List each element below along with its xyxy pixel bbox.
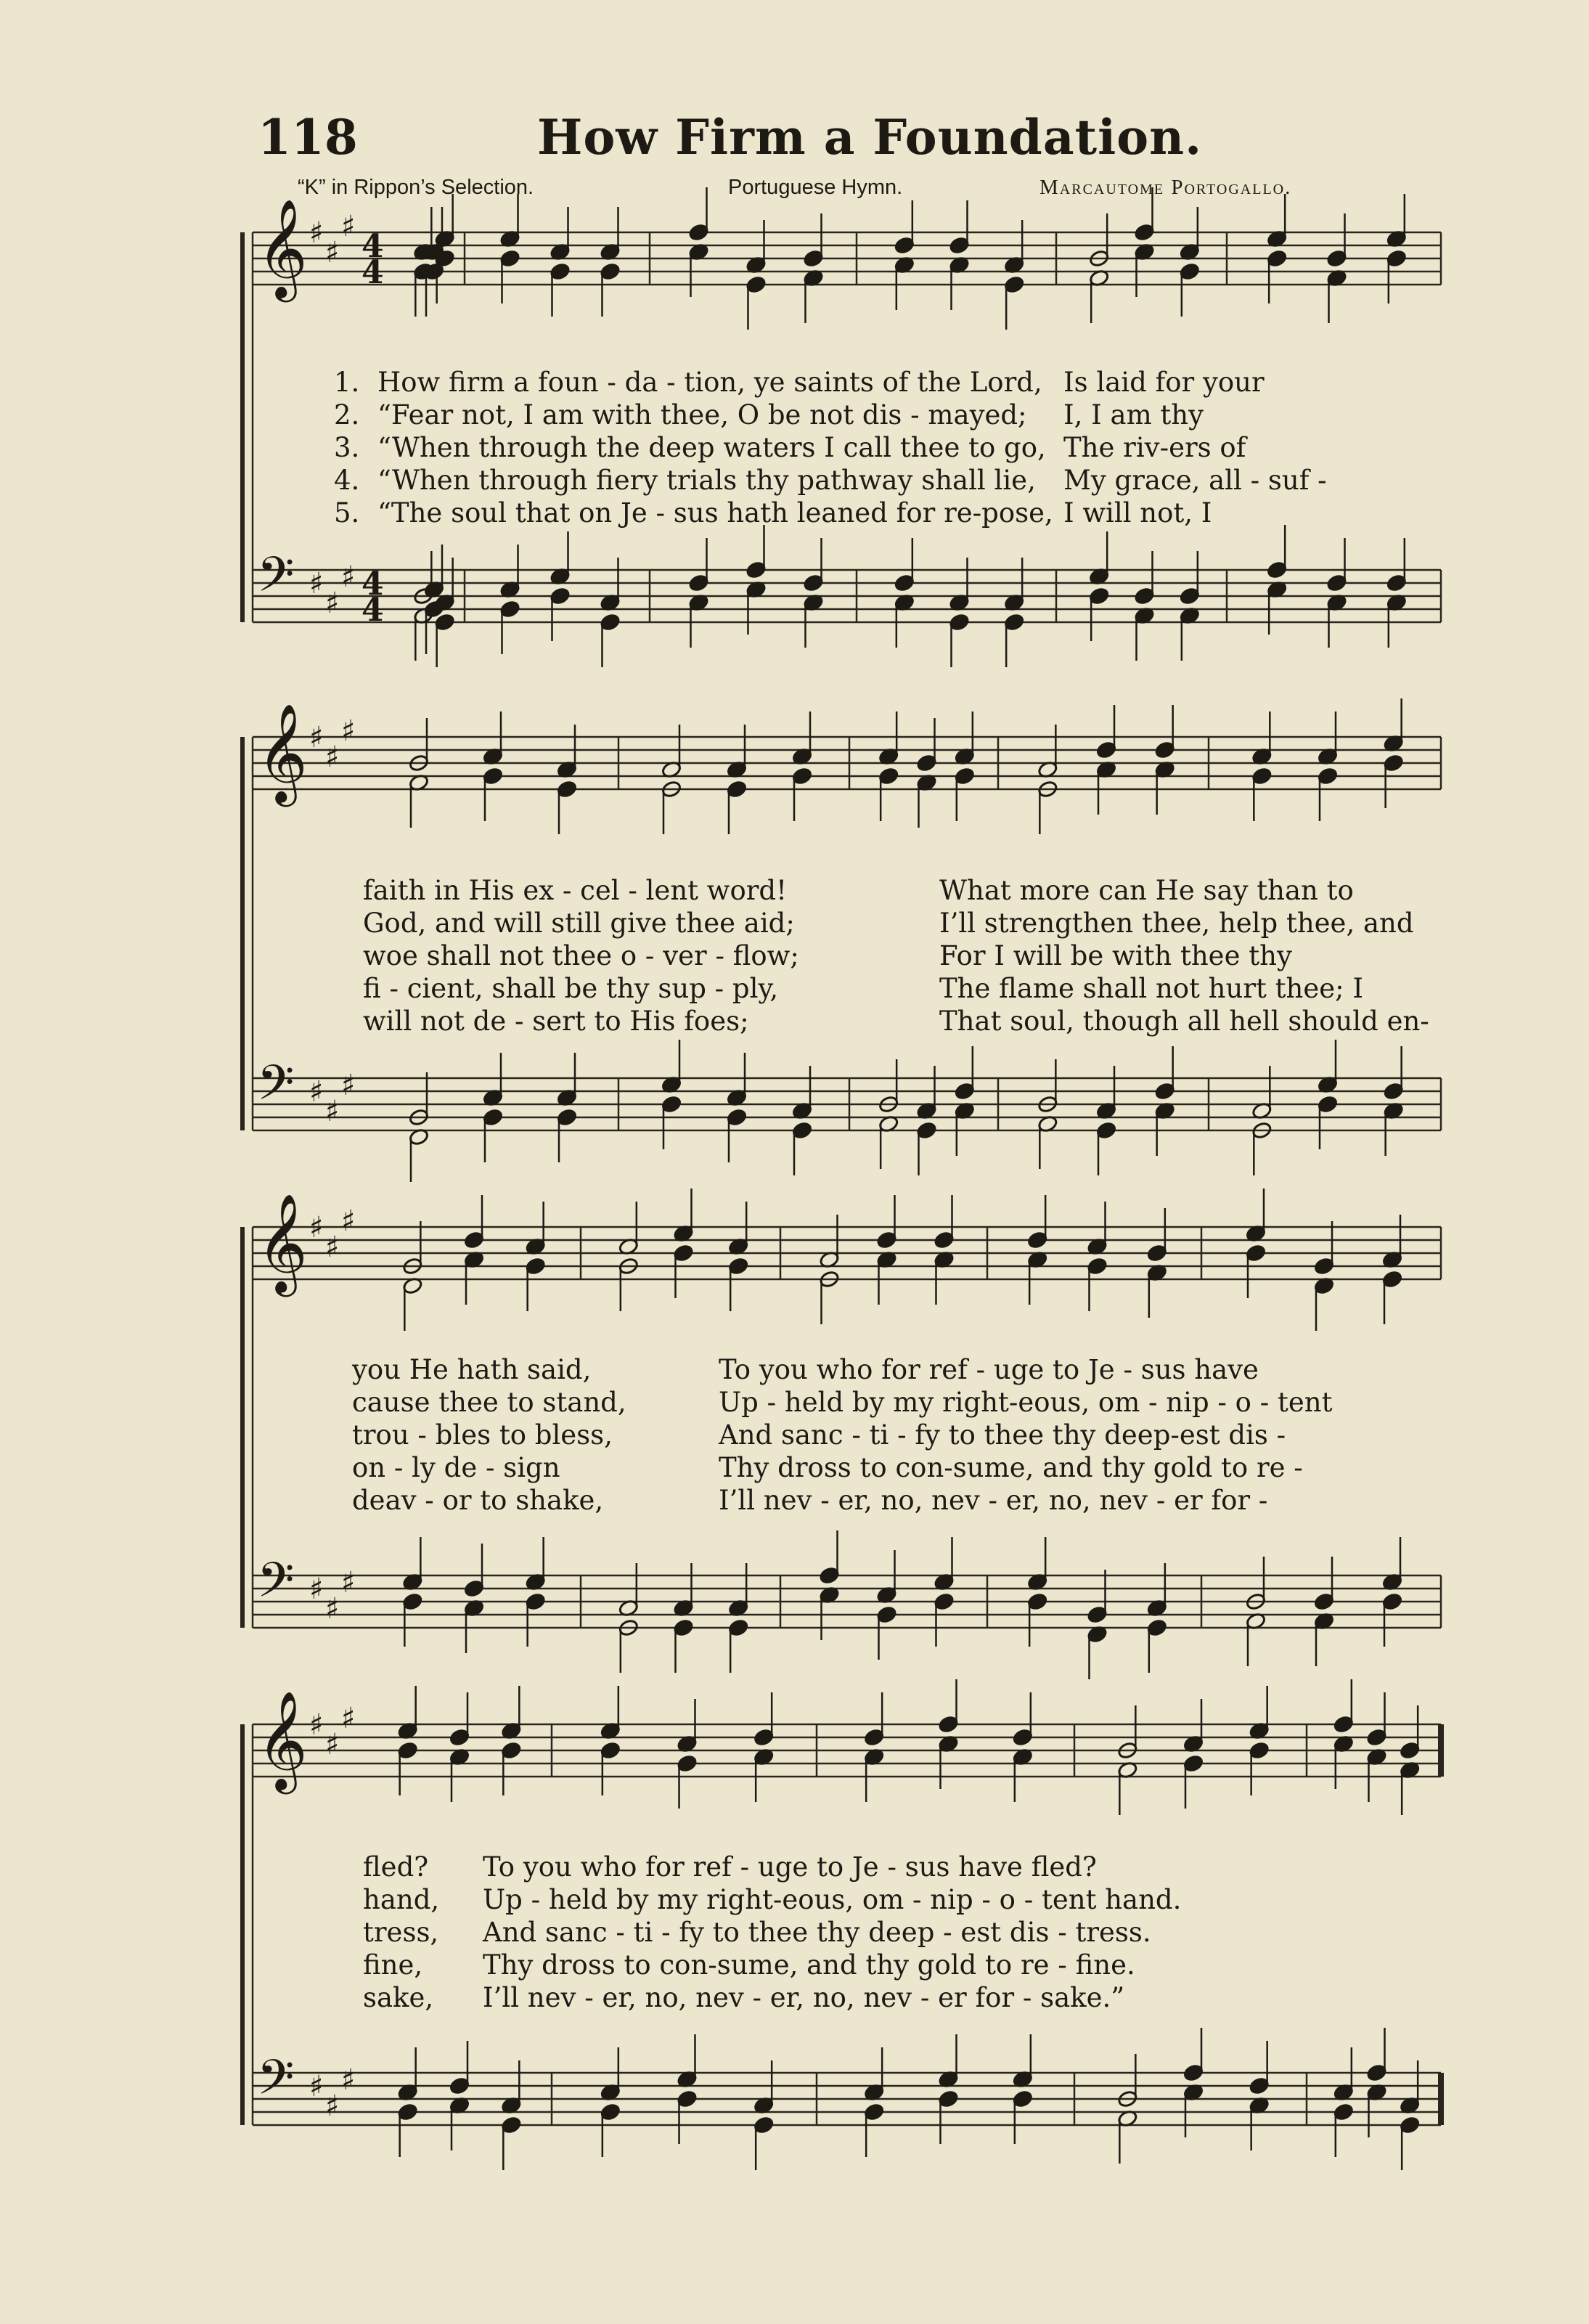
verse-number: 2. — [334, 399, 360, 431]
lyric-segment: sake, — [363, 1982, 434, 2013]
lyric-segment: How firm a foun - da - tion, ye saints of the Lord, — [377, 367, 1042, 398]
sharp-icon: ♯ — [309, 567, 324, 600]
sharp-icon: ♯ — [341, 1566, 356, 1599]
lyric-line — [0, 1006, 1589, 1039]
lyric-line — [0, 940, 1589, 974]
sharp-icon: ♯ — [325, 236, 340, 269]
attribution-text-source: “K” in Rippon’s Selection. — [298, 176, 534, 199]
sharp-icon: ♯ — [341, 1069, 356, 1102]
treble-staff — [253, 187, 1441, 330]
lyric-segment: trou - bles to bless, — [352, 1419, 613, 1451]
lyric-line — [0, 1917, 1589, 1950]
lyric-segment: The flame shall not hurt thee; I — [939, 973, 1363, 1004]
treble-clef-icon: 𝄞 — [257, 1689, 308, 1790]
treble-clef-icon: 𝄞 — [257, 197, 308, 298]
lyric-segment: fine, — [363, 1949, 423, 1981]
treble-clef-icon: 𝄞 — [257, 702, 308, 802]
verse-number: 3. — [334, 432, 360, 463]
sharp-icon: ♯ — [309, 1573, 324, 1606]
lyric-line — [0, 1949, 1589, 1983]
lyric-segment: I’ll nev - er, no, nev - er, no, nev - er for - — [719, 1485, 1268, 1516]
sharp-icon: ♯ — [309, 216, 324, 250]
verse-number: 4. — [334, 465, 360, 496]
sharp-icon: ♯ — [341, 210, 356, 243]
bass-staff — [253, 1040, 1441, 1182]
lyric-line — [0, 1485, 1589, 1518]
lyric-segment: “The soul that on Je - sus hath leaned for re-pose, — [377, 497, 1053, 529]
sharp-icon: ♯ — [309, 721, 324, 754]
sharp-icon: ♯ — [341, 560, 356, 594]
lyric-segment: tress, — [363, 1917, 439, 1948]
lyric-line — [0, 1452, 1589, 1485]
lyric-segment: Is laid for your — [1063, 367, 1265, 398]
lyric-segment: My grace, all - suf - — [1063, 465, 1327, 496]
page-number: 118 — [258, 109, 358, 166]
lyric-line — [0, 1354, 1589, 1387]
sharp-icon: ♯ — [309, 1075, 324, 1109]
lyric-segment: cause thee to stand, — [352, 1387, 626, 1418]
lyric-line — [0, 399, 1589, 433]
sharp-icon: ♯ — [325, 1231, 340, 1264]
lyric-segment: What more can He say than to — [939, 875, 1354, 906]
lyric-segment: will not de - sert to His foes; — [363, 1006, 749, 1037]
sharp-icon: ♯ — [341, 714, 356, 748]
sharp-icon: ♯ — [325, 2089, 340, 2123]
lyric-line — [0, 1851, 1589, 1885]
lyric-segment: And sanc - ti - fy to thee thy deep - est dis - tress. — [483, 1917, 1151, 1948]
sharp-icon: ♯ — [325, 587, 340, 620]
sharp-icon: ♯ — [341, 1702, 356, 1735]
lyric-segment: That soul, though all hell should en- — [939, 1006, 1429, 1037]
sharp-icon: ♯ — [309, 2070, 324, 2103]
lyric-line — [0, 1884, 1589, 1917]
lyric-segment: fled? — [363, 1851, 429, 1883]
sharp-icon: ♯ — [325, 1728, 340, 1761]
lyric-segment: Up - held by my right-eous, om - nip - o - tent — [719, 1387, 1333, 1418]
lyric-segment: on - ly de - sign — [352, 1452, 560, 1483]
lyric-segment: I’ll strengthen thee, help thee, and — [939, 908, 1414, 939]
time-signature-digit: 4 — [361, 254, 384, 291]
lyric-segment: you He hath said, — [352, 1354, 592, 1385]
lyric-segment: To you who for ref - uge to Je - sus have fled? — [483, 1851, 1097, 1883]
lyric-segment: I’ll nev - er, no, nev - er, no, nev - er for - sake.” — [483, 1982, 1125, 2013]
bass-clef-icon: 𝄢 — [257, 1055, 295, 1122]
lyric-segment: For I will be with thee thy — [939, 940, 1292, 971]
lyric-segment: “When through the deep waters I call thee to go, — [377, 432, 1046, 463]
lyric-line — [0, 908, 1589, 941]
time-signature-digit: 4 — [361, 566, 384, 603]
lyric-line — [0, 367, 1589, 400]
lyric-segment: Up - held by my right-eous, om - nip - o - tent hand. — [483, 1884, 1182, 1915]
bass-clef-icon: 𝄢 — [257, 547, 295, 614]
sharp-icon: ♯ — [341, 1204, 356, 1238]
lyric-segment: Thy dross to con-sume, and thy gold to re - — [719, 1452, 1303, 1483]
lyric-line — [0, 1387, 1589, 1420]
treble-staff — [253, 1188, 1441, 1331]
lyric-line — [0, 1419, 1589, 1453]
lyric-segment: I will not, I — [1063, 497, 1212, 529]
attribution-composer: Marcautome Portogallo. — [1039, 176, 1292, 199]
lyric-segment: woe shall not thee o - ver - flow; — [363, 940, 799, 971]
lyric-segment: I, I am thy — [1063, 399, 1204, 431]
lyric-segment: And sanc - ti - fy to thee thy deep-est dis - — [719, 1419, 1286, 1451]
lyric-line — [0, 497, 1589, 531]
lyric-line — [0, 465, 1589, 498]
treble-staff — [253, 1679, 1441, 1815]
lyric-line — [0, 875, 1589, 908]
lyric-segment: “Fear not, I am with thee, O be not dis - mayed; — [377, 399, 1027, 431]
bass-staff — [253, 2028, 1441, 2170]
lyric-line — [0, 973, 1589, 1006]
sharp-icon: ♯ — [341, 2063, 356, 2097]
lyric-segment: hand, — [363, 1884, 440, 1915]
lyric-segment: faith in His ex - cel - lent word! — [363, 875, 787, 906]
sharp-icon: ♯ — [325, 1592, 340, 1626]
bass-staff — [253, 525, 1441, 667]
lyric-line — [0, 1982, 1589, 2015]
treble-staff — [253, 698, 1441, 834]
bass-clef-icon: 𝄢 — [257, 1552, 295, 1620]
bass-clef-icon: 𝄢 — [257, 2050, 295, 2117]
attribution-tune-name: Portuguese Hymn. — [728, 176, 903, 199]
sharp-icon: ♯ — [309, 1708, 324, 1742]
lyric-segment: “When through fiery trials thy pathway shall lie, — [377, 465, 1036, 496]
lyric-line — [0, 432, 1589, 465]
lyric-segment: The riv-ers of — [1063, 432, 1246, 463]
time-signature-digit: 4 — [361, 592, 384, 629]
treble-clef-icon: 𝄞 — [257, 1192, 308, 1292]
lyric-segment: To you who for ref - uge to Je - sus have — [719, 1354, 1259, 1385]
bass-staff — [253, 1530, 1441, 1679]
lyric-segment: deav - or to shake, — [352, 1485, 604, 1516]
sharp-icon: ♯ — [309, 1211, 324, 1244]
lyric-segment: fi - cient, shall be thy sup - ply, — [363, 973, 779, 1004]
lyric-segment: Thy dross to con-sume, and thy gold to re - fine. — [483, 1949, 1135, 1981]
lyric-segment: God, and will still give thee aid; — [363, 908, 795, 939]
sharp-icon: ♯ — [325, 741, 340, 774]
hymn-title: How Firm a Foundation. — [537, 109, 1203, 166]
verse-number: 1. — [334, 367, 360, 398]
verse-number: 5. — [334, 497, 360, 529]
time-signature-digit: 4 — [361, 228, 384, 265]
sharp-icon: ♯ — [325, 1095, 340, 1128]
